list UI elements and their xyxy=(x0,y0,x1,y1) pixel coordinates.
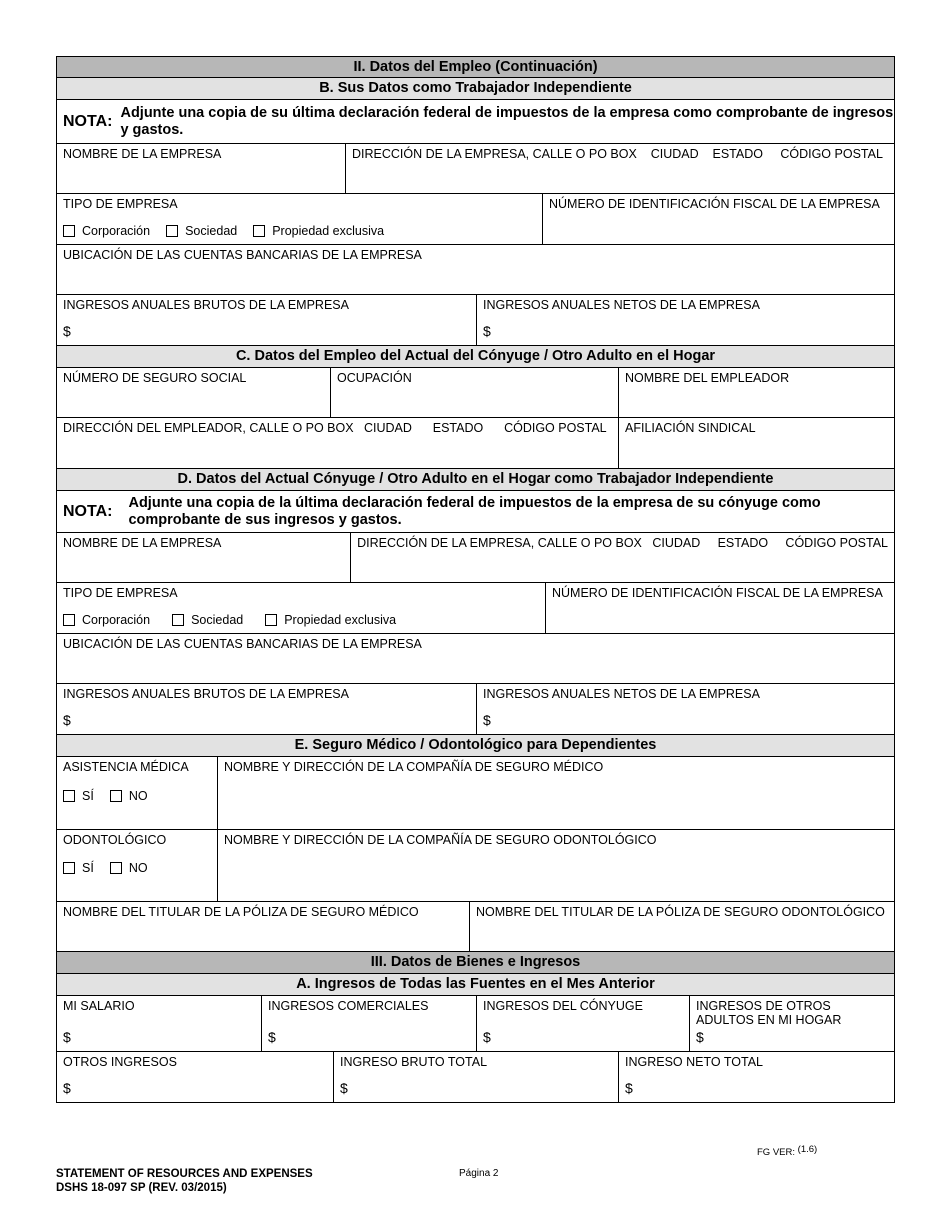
field-label: OTROS INGRESOS xyxy=(63,1055,177,1069)
section-ii-header: II. Datos del Empleo (Continuación) xyxy=(56,56,895,78)
b-bank-location-field[interactable] xyxy=(57,245,894,294)
b-business-name-field[interactable] xyxy=(57,144,346,193)
d-type-row xyxy=(56,583,895,634)
field-label: AFILIACIÓN SINDICAL xyxy=(625,421,756,435)
note-text: Adjunte una copia de su última declaración federal de impuestos de la empresa como comprobante de ingresos y gastos. xyxy=(120,104,894,138)
checkbox-partnership[interactable] xyxy=(166,225,178,237)
fg-version-value: (1.6) xyxy=(797,1144,818,1155)
option-label: NO xyxy=(128,861,148,875)
checkbox-medical-no[interactable] xyxy=(110,790,122,802)
d-business-type-field xyxy=(57,583,546,633)
a-total-gross-field[interactable] xyxy=(334,1052,619,1102)
a-total-net-field[interactable] xyxy=(619,1052,894,1102)
d-income-row xyxy=(56,684,895,735)
c-union-field[interactable] xyxy=(619,418,894,468)
field-label: TIPO DE EMPRESA xyxy=(63,586,178,600)
form-footer xyxy=(56,1167,313,1195)
field-label: NOMBRE DE LA EMPRESA xyxy=(63,147,222,161)
e-dental-company-field[interactable] xyxy=(218,830,894,901)
checkbox-medical-yes[interactable] xyxy=(63,790,75,802)
field-label: NÚMERO DE IDENTIFICACIÓN FISCAL DE LA EMPRESA xyxy=(552,586,883,600)
field-label: DIRECCIÓN DEL EMPLEADOR, CALLE O PO BOX CIUDAD ESTADO CÓDIGO POSTAL xyxy=(63,421,607,435)
checkbox-dental-no[interactable] xyxy=(110,862,122,874)
field-label: NOMBRE DEL TITULAR DE LA PÓLIZA DE SEGURO ODONTOLÓGICO xyxy=(476,905,885,919)
d-bank-location-field[interactable] xyxy=(57,634,894,683)
b-business-type-field xyxy=(57,194,543,244)
b-net-income-field[interactable] xyxy=(477,295,894,345)
c-occupation-field[interactable] xyxy=(331,368,619,417)
checkbox-corporation[interactable] xyxy=(63,225,75,237)
c-employer-address-field[interactable] xyxy=(57,418,619,468)
b-tax-id-field[interactable] xyxy=(543,194,894,244)
field-label: INGRESOS DEL CÓNYUGE xyxy=(483,999,643,1013)
c-row-2 xyxy=(56,418,895,469)
checkbox-dental-yes[interactable] xyxy=(63,862,75,874)
field-label: INGRESOS ANUALES NETOS DE LA EMPRESA xyxy=(483,687,760,701)
d-business-row xyxy=(56,533,895,583)
option-label: Sociedad xyxy=(185,224,238,238)
a-spouse-income-field[interactable] xyxy=(477,996,690,1051)
option-label: SÍ xyxy=(82,861,94,875)
option-label: Corporación xyxy=(82,613,151,627)
d-bank-row xyxy=(56,634,895,684)
field-label: INGRESOS ANUALES NETOS DE LA EMPRESA xyxy=(483,298,760,312)
dollar-sign: $ xyxy=(268,1029,276,1045)
a-other-income-field[interactable] xyxy=(57,1052,334,1102)
d-gross-income-field[interactable] xyxy=(57,684,477,734)
a-other-adults-income-field[interactable] xyxy=(690,996,894,1051)
field-label: NOMBRE Y DIRECCIÓN DE LA COMPAÑÍA DE SEGURO ODONTOLÓGICO xyxy=(224,833,657,847)
field-label: NOMBRE Y DIRECCIÓN DE LA COMPAÑÍA DE SEGURO MÉDICO xyxy=(224,760,604,774)
c-employer-name-field[interactable] xyxy=(619,368,894,417)
field-label: UBICACIÓN DE LAS CUENTAS BANCARIAS DE LA EMPRESA xyxy=(63,248,422,262)
form-title: STATEMENT OF RESOURCES AND EXPENSES xyxy=(56,1168,313,1180)
option-label: SÍ xyxy=(82,789,94,803)
note-label: NOTA: xyxy=(63,112,113,130)
option-label: Propiedad exclusiva xyxy=(284,613,397,627)
e-dental-options xyxy=(63,861,164,875)
checkbox-sole-proprietorship[interactable] xyxy=(265,614,277,626)
e-dental-field xyxy=(57,830,218,901)
dollar-sign: $ xyxy=(483,712,491,728)
section-b-header: B. Sus Datos como Trabajador Independiente xyxy=(56,78,895,100)
option-label: Propiedad exclusiva xyxy=(272,224,385,238)
d-tax-id-field[interactable] xyxy=(546,583,894,633)
e-medical-row xyxy=(56,757,895,830)
c-ssn-field[interactable] xyxy=(57,368,331,417)
a-row-1 xyxy=(56,996,895,1052)
b-business-type-options xyxy=(63,224,400,238)
e-medical-field xyxy=(57,757,218,829)
field-label: NOMBRE DEL EMPLEADOR xyxy=(625,371,790,385)
field-label: UBICACIÓN DE LAS CUENTAS BANCARIAS DE LA EMPRESA xyxy=(63,637,422,651)
d-net-income-field[interactable] xyxy=(477,684,894,734)
option-label: NO xyxy=(128,789,148,803)
fg-version-label: FG VER: xyxy=(757,1147,796,1158)
section-a-header: A. Ingresos de Todas las Fuentes en el Mes Anterior xyxy=(56,974,895,996)
c-row-1 xyxy=(56,368,895,418)
field-label: NÚMERO DE IDENTIFICACIÓN FISCAL DE LA EMPRESA xyxy=(549,197,880,211)
option-label: Sociedad xyxy=(191,613,244,627)
field-label: INGRESOS COMERCIALES xyxy=(268,999,429,1013)
checkbox-sole-proprietorship[interactable] xyxy=(253,225,265,237)
dollar-sign: $ xyxy=(696,1029,704,1045)
b-type-row xyxy=(56,194,895,245)
field-label: NOMBRE DE LA EMPRESA xyxy=(63,536,222,550)
dollar-sign: $ xyxy=(625,1080,633,1096)
dollar-sign: $ xyxy=(340,1080,348,1096)
section-d-header: D. Datos del Actual Cónyuge / Otro Adulto en el Hogar como Trabajador Independiente xyxy=(56,469,895,491)
a-row-2 xyxy=(56,1052,895,1103)
b-business-address-field[interactable] xyxy=(346,144,894,193)
field-label: NÚMERO DE SEGURO SOCIAL xyxy=(63,371,247,385)
field-label: INGRESOS ANUALES BRUTOS DE LA EMPRESA xyxy=(63,687,349,701)
field-label: INGRESO NETO TOTAL xyxy=(625,1055,763,1069)
field-label: ODONTOLÓGICO xyxy=(63,833,167,847)
section-b-note xyxy=(56,100,895,144)
d-business-name-field[interactable] xyxy=(57,533,351,582)
b-bank-row xyxy=(56,245,895,295)
section-iii-header: III. Datos de Bienes e Ingresos xyxy=(56,952,895,974)
dollar-sign: $ xyxy=(483,323,491,339)
section-c-header: C. Datos del Empleo del Actual del Cónyuge / Otro Adulto en el Hogar xyxy=(56,346,895,368)
a-my-salary-field[interactable] xyxy=(57,996,262,1051)
checkbox-corporation[interactable] xyxy=(63,614,75,626)
e-medical-holder-field[interactable] xyxy=(57,902,470,951)
form-page xyxy=(56,56,895,1103)
field-label: MI SALARIO xyxy=(63,999,135,1013)
dollar-sign: $ xyxy=(63,1080,71,1096)
field-label: INGRESOS ANUALES BRUTOS DE LA EMPRESA xyxy=(63,298,349,312)
e-medical-options xyxy=(63,789,164,803)
e-holder-row xyxy=(56,902,895,952)
checkbox-partnership[interactable] xyxy=(172,614,184,626)
field-label: NOMBRE DEL TITULAR DE LA PÓLIZA DE SEGURO MÉDICO xyxy=(63,905,419,919)
section-e-header: E. Seguro Médico / Odontológico para Dependientes xyxy=(56,735,895,757)
e-dental-row xyxy=(56,830,895,902)
e-dental-holder-field[interactable] xyxy=(470,902,894,951)
field-label: DIRECCIÓN DE LA EMPRESA, CALLE O PO BOX CIUDAD ESTADO CÓDIGO POSTAL xyxy=(357,536,888,550)
b-gross-income-field[interactable] xyxy=(57,295,477,345)
b-income-row xyxy=(56,295,895,346)
d-business-type-options xyxy=(63,613,412,627)
note-label: NOTA: xyxy=(63,502,113,520)
field-label: INGRESOS DE OTROS ADULTOS EN MI HOGAR xyxy=(696,999,842,1027)
field-label: INGRESO BRUTO TOTAL xyxy=(340,1055,488,1069)
form-number: DSHS 18-097 SP (REV. 03/2015) xyxy=(56,1182,227,1194)
note-text: Adjunte una copia de la última declaración federal de impuestos de la empresa de su cónyuge como comprobante de sus ingresos y gastos. xyxy=(128,494,821,528)
dollar-sign: $ xyxy=(483,1029,491,1045)
section-d-note xyxy=(56,491,895,533)
d-business-address-field[interactable] xyxy=(351,533,894,582)
b-business-row xyxy=(56,144,895,194)
dollar-sign: $ xyxy=(63,712,71,728)
field-label: OCUPACIÓN xyxy=(337,371,412,385)
option-label: Corporación xyxy=(82,224,151,238)
e-medical-company-field[interactable] xyxy=(218,757,894,829)
field-label: ASISTENCIA MÉDICA xyxy=(63,760,189,774)
fg-version xyxy=(757,1144,818,1158)
dollar-sign: $ xyxy=(63,323,71,339)
page-number: Página 2 xyxy=(459,1168,499,1179)
field-label: DIRECCIÓN DE LA EMPRESA, CALLE O PO BOX CIUDAD ESTADO CÓDIGO POSTAL xyxy=(352,147,883,161)
field-label: TIPO DE EMPRESA xyxy=(63,197,178,211)
a-business-income-field[interactable] xyxy=(262,996,477,1051)
dollar-sign: $ xyxy=(63,1029,71,1045)
